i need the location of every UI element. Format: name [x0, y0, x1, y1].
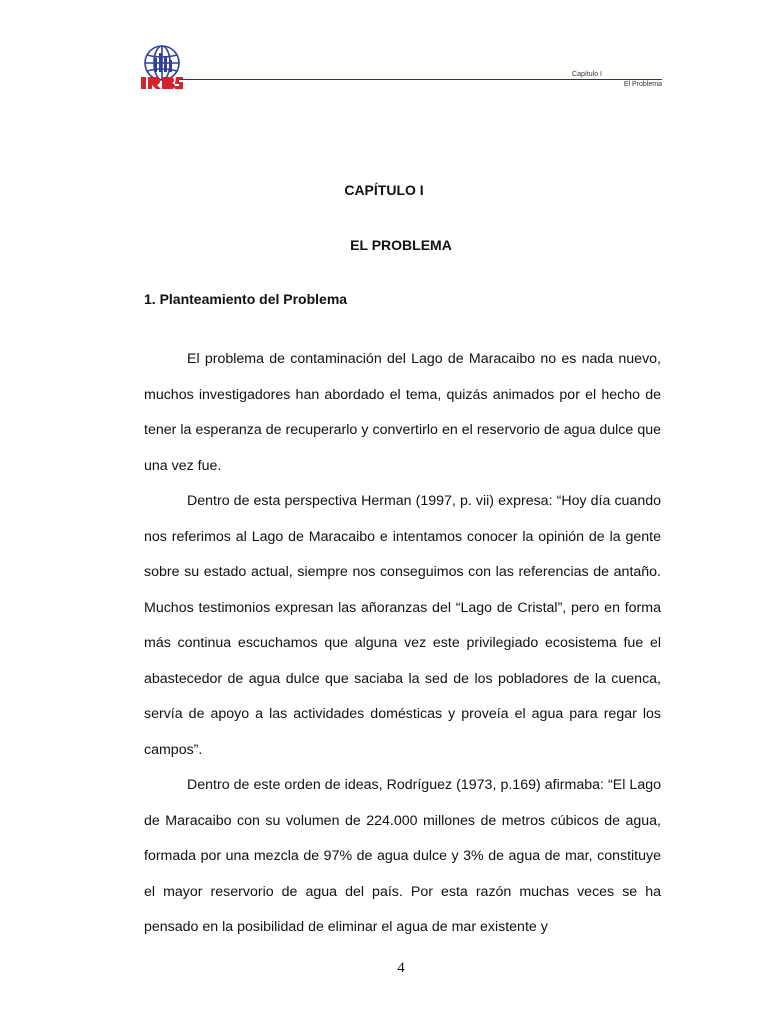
paragraph: Dentro de este orden de ideas, Rodríguez (1973, p.169) afirmaba: “El Lago de Maracaibo con su volumen de 224.000 millones de metros cúbicos de agua, formada por una mezcla de 97% de agua dulce y 3% de agua de mar, constituye el mayor reservorio de agua del país. Por esta razón muchas veces se ha pensado en la posibilidad de eliminar el agua de mar existente y: [144, 777, 661, 935]
section-title: EL PROBLEMA: [350, 237, 452, 253]
running-header-chapter: Capítulo I: [572, 71, 602, 78]
chapter-title: CAPÍTULO I: [344, 182, 424, 198]
body-text: [144, 342, 661, 946]
header-rule: [180, 79, 662, 80]
subsection-title: 1. Planteamiento del Problema: [144, 291, 348, 307]
page-number: 4: [397, 960, 405, 976]
irbs-globe-logo-icon: [140, 44, 184, 92]
paragraph: Dentro de esta perspectiva Herman (1997, p. vii) expresa: “Hoy día cuando nos referimos al Lago de Maracaibo e intentamos conocer la opinión de la gente sobre su estado actual, siempre nos conseguimos con las referencias de antaño. Muchos testimonios expresan las añoranzas del “Lago de Cristal”, pero en forma más continua escuchamos que alguna vez este privilegiado ecosistema fue el abastecedor de agua dulce que saciaba la sed de los pobladores de la cuenca, servía de apoyo a las actividades domésticas y proveía el agua para regar los campos”.: [144, 493, 661, 758]
page-header: [140, 40, 662, 92]
running-header-section: El Problema: [623, 81, 662, 88]
paragraph: El problema de contaminación del Lago de Maracaibo no es nada nuevo, muchos investigadores han abordado el tema, quizás animados por el hecho de tener la esperanza de recuperarlo y convertirlo en el reservorio de agua dulce que una vez fue.: [144, 351, 661, 474]
